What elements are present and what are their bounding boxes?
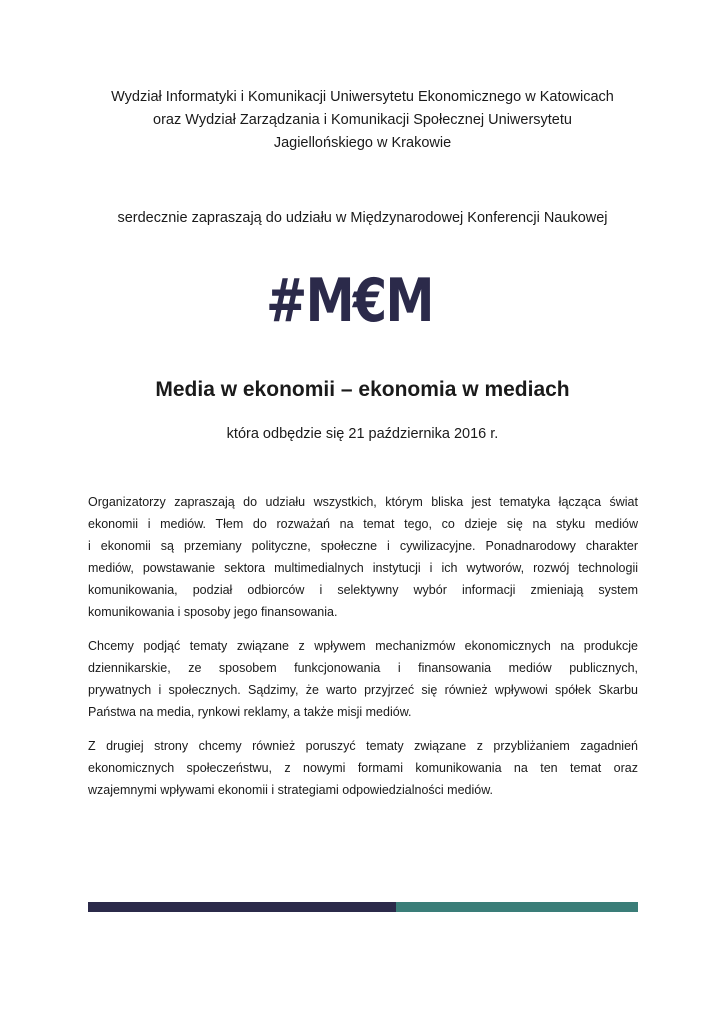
invitation-line: serdecznie zapraszają do udziału w Międzynarodowej Konferencji Naukowej <box>117 210 608 226</box>
footer-bar-teal-segment <box>396 902 638 912</box>
text-line: ekonomii i mediów. Tłem do rozważań na temat tego, co dzieje się na styku mediów <box>88 517 638 531</box>
text-line: komunikowania, podział odbiorców i selektywny wybór informacji zmieniają system <box>88 583 638 597</box>
text-line: i ekonomii są przemiany polityczne, społeczne i cywilizacyjne. Ponadnarodowy charakter <box>88 539 638 553</box>
text-line: wzajemnymi wpływami ekonomii i strategiami odpowiedzialności mediów. <box>88 783 494 797</box>
footer-color-bar <box>88 902 638 912</box>
text-line: ekonomicznych społeczeństwu, z nowymi formami komunikowania na ten temat oraz <box>88 761 638 775</box>
paragraph <box>88 735 638 801</box>
text-line: Chcemy podjąć tematy związane z wpływem mechanizmów ekonomicznych na produkcje <box>88 639 638 653</box>
conference-title: Media w ekonomii – ekonomia w mediach <box>155 378 570 401</box>
organizer-line: oraz Wydział Zarządzania i Komunikacji Społecznej Uniwersytetu <box>153 112 572 128</box>
footer-bar-dark-segment <box>88 902 396 912</box>
organizers-block <box>60 86 665 155</box>
organizer-line: Jagiellońskiego w Krakowie <box>273 135 452 151</box>
text-line: dziennikarskie, ze sposobem funkcjonowania i finansowania mediów publicznych, <box>88 661 638 675</box>
text-line: Państwa na media, rynkowi reklamy, a także misji mediów. <box>88 705 412 719</box>
conference-date: która odbędzie się 21 października 2016 r. <box>226 426 499 442</box>
body-text <box>88 491 638 813</box>
paragraph <box>88 491 638 623</box>
organizer-line: Wydział Informatyki i Komunikacji Uniwersytetu Ekonomicznego w Katowicach <box>111 89 614 105</box>
text-line: Z drugiej strony chcemy również poruszyć tematy związane z przybliżaniem zagadnień <box>88 739 638 753</box>
text-line: prywatnych i społecznych. Sądzimy, że warto przyjrzeć się również wpływowi spółek Skarbu <box>88 683 638 697</box>
text-line: Organizatorzy zapraszają do udziału wszystkich, którym bliska jest tematyka łącząca świat <box>88 495 638 509</box>
text-line: mediów, powstawanie sektora multimedialnych instytucji i ich wytworów, rozwój technologii <box>88 561 638 575</box>
conference-logo: #M€M <box>266 266 433 336</box>
paragraph <box>88 635 638 723</box>
text-line: komunikowania i sposoby jego finansowania. <box>88 605 338 619</box>
